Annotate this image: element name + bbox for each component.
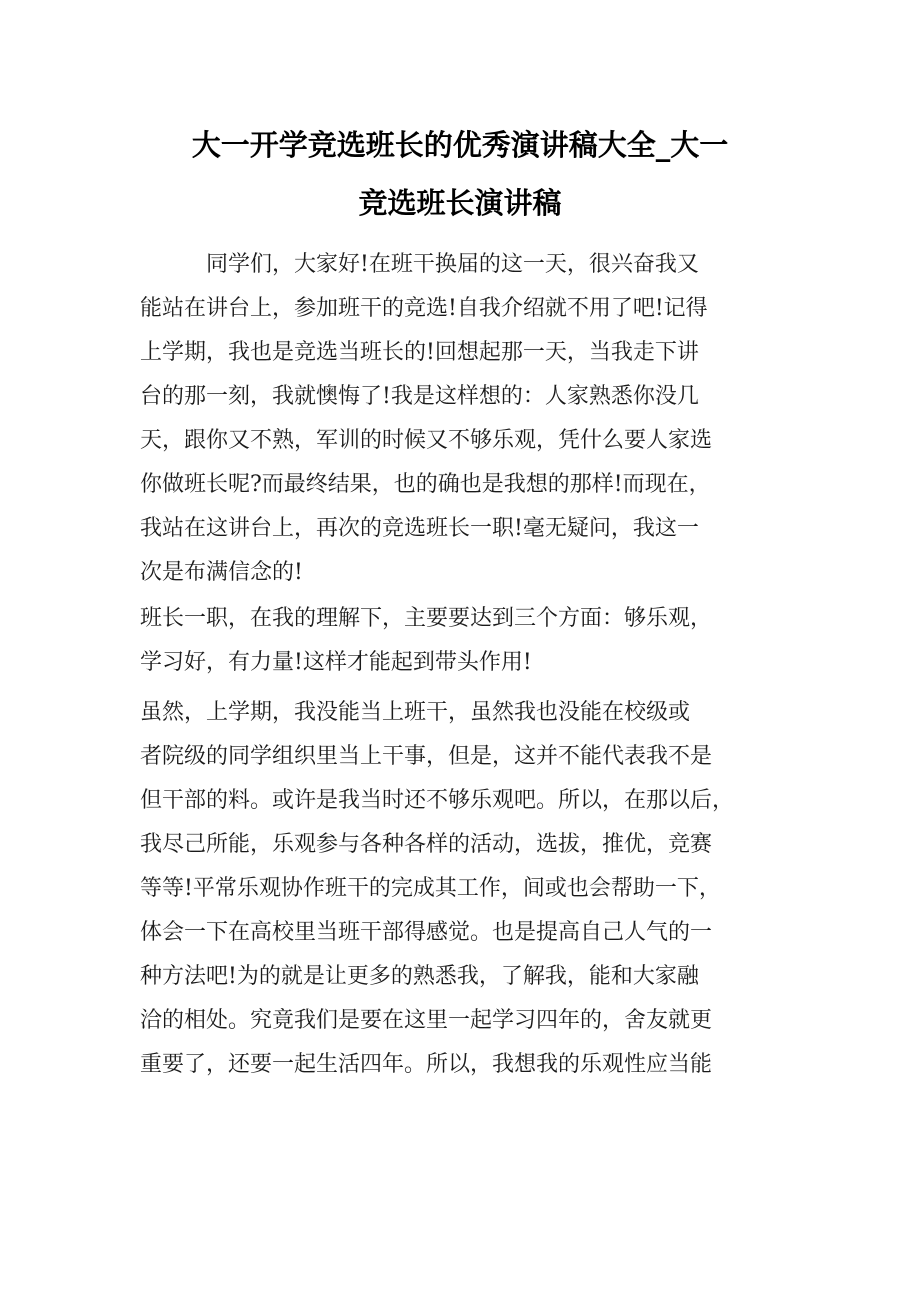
- text-line: 班长一职，在我的理解下，主要要达到三个方面：够乐观，: [140, 606, 713, 631]
- document-body: [140, 243, 800, 1087]
- title-line-1: 大一开学竞选班长的优秀演讲稿大全_大一: [191, 128, 729, 162]
- text-line: 同学们，大家好!在班干换届的这一天，很兴奋我又: [140, 252, 699, 277]
- text-line: 你做班长呢?而最终结果，也的确也是我想的那样!而现在，: [140, 472, 711, 497]
- text-line: 我站在这讲台上，再次的竞选班长一职!毫无疑问，我这一: [140, 516, 699, 541]
- text-line: 学习好，有力量!这样才能起到带头作用!: [140, 650, 532, 675]
- paragraph-2: [140, 597, 800, 685]
- text-line: 天，跟你又不熟，军训的时候又不够乐观，凭什么要人家选: [140, 428, 713, 453]
- text-line: 但干部的料。或许是我当时还不够乐观吧。所以，在那以后，: [140, 788, 735, 813]
- title-line-2: 竞选班长演讲稿: [358, 186, 562, 220]
- text-line: 体会一下在高校里当班干部得感觉。也是提高自己人气的一: [140, 920, 713, 945]
- text-line: 台的那一刻，我就懊悔了!我是这样想的：人家熟悉你没几: [140, 384, 699, 409]
- text-line: 我尽己所能，乐观参与各种各样的活动，选拔，推优，竞赛: [140, 832, 713, 857]
- text-line: 次是布满信念的!: [140, 560, 303, 585]
- text-line: 重要了，还要一起生活四年。所以，我想我的乐观性应当能: [140, 1052, 713, 1077]
- text-line: 洽的相处。究竟我们是要在这里一起学习四年的，舍友就更: [140, 1008, 713, 1033]
- text-line: 等等!平常乐观协作班干的完成其工作，间或也会帮助一下，: [140, 876, 721, 901]
- text-line: 能站在讲台上，参加班干的竞选!自我介绍就不用了吧!记得: [140, 296, 708, 321]
- text-line: 虽然，上学期，我没能当上班干，虽然我也没能在校级或: [140, 700, 691, 725]
- text-line: 者院级的同学组织里当上干事，但是，这并不能代表我不是: [140, 744, 713, 769]
- document-title: [140, 116, 780, 232]
- text-line: 种方法吧!为的就是让更多的熟悉我，了解我，能和大家融: [140, 964, 699, 989]
- paragraph-3: [140, 691, 800, 1087]
- paragraph-1: [140, 243, 800, 595]
- text-line: 上学期，我也是竞选当班长的!回想起那一天，当我走下讲: [140, 340, 699, 365]
